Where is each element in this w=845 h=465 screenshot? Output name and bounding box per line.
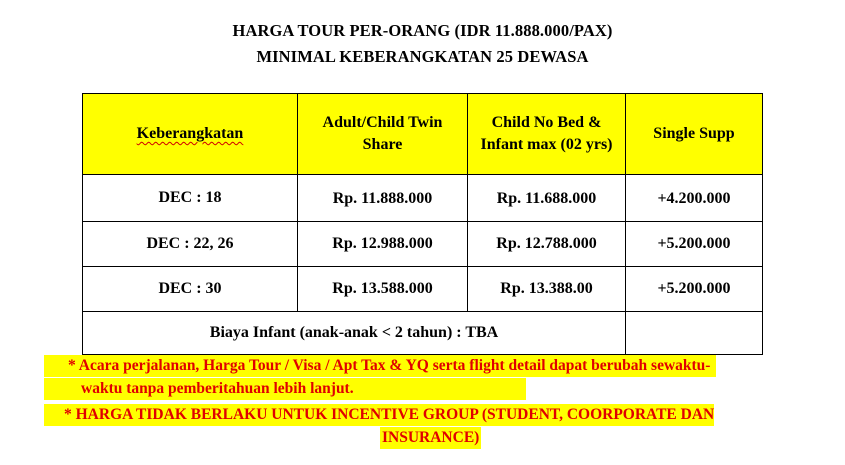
header-single-supp: Single Supp [626,94,763,175]
child-price: Rp. 12.788.000 [468,222,626,267]
title-minimum-departure: MINIMAL KEBERANGKATAN 25 DEWASA [256,47,589,66]
infant-empty-cell [626,312,763,355]
infant-note: Biaya Infant (anak-anak < 2 tahun) : TBA [83,312,626,355]
child-price: Rp. 13.388.00 [468,267,626,312]
table-header-row [83,94,763,175]
header-adult-twin-share: Adult/Child Twin Share [298,94,468,175]
adult-price: Rp. 12.988.000 [298,222,468,267]
single-supp-price: +4.200.000 [626,175,763,222]
departure-date: DEC : 22, 26 [83,222,298,267]
single-supp-price: +5.200.000 [626,267,763,312]
infant-row [83,312,763,355]
adult-price: Rp. 11.888.000 [298,175,468,222]
note-incentive-group: * HARGA TIDAK BERLAKU UNTUK INCENTIVE GROUP (STUDENT, COORPORATE DAN [44,404,829,426]
child-price: Rp. 11.688.000 [468,175,626,222]
single-supp-price: +5.200.000 [626,222,763,267]
departure-date: DEC : 30 [83,267,298,312]
note-itinerary-change-cont: waktu tanpa pemberitahuan lebih lanjut. [44,378,526,400]
table-row [83,222,763,267]
header-departure: Keberangkatan [83,94,298,175]
adult-price: Rp. 13.588.000 [298,267,468,312]
note-itinerary-change: * Acara perjalanan, Harga Tour / Visa / Apt Tax & YQ serta flight detail dapat berubah sewaktu- [44,355,829,377]
table-row [83,175,763,222]
note-incentive-group-cont: INSURANCE) [380,427,481,449]
price-table [82,93,763,355]
header-child-no-bed: Child No Bed & Infant max (02 yrs) [468,94,626,175]
table-row [83,267,763,312]
departure-date: DEC : 18 [83,175,298,222]
title-price-per-person: HARGA TOUR PER-ORANG (IDR 11.888.000/PAX) [232,21,613,40]
